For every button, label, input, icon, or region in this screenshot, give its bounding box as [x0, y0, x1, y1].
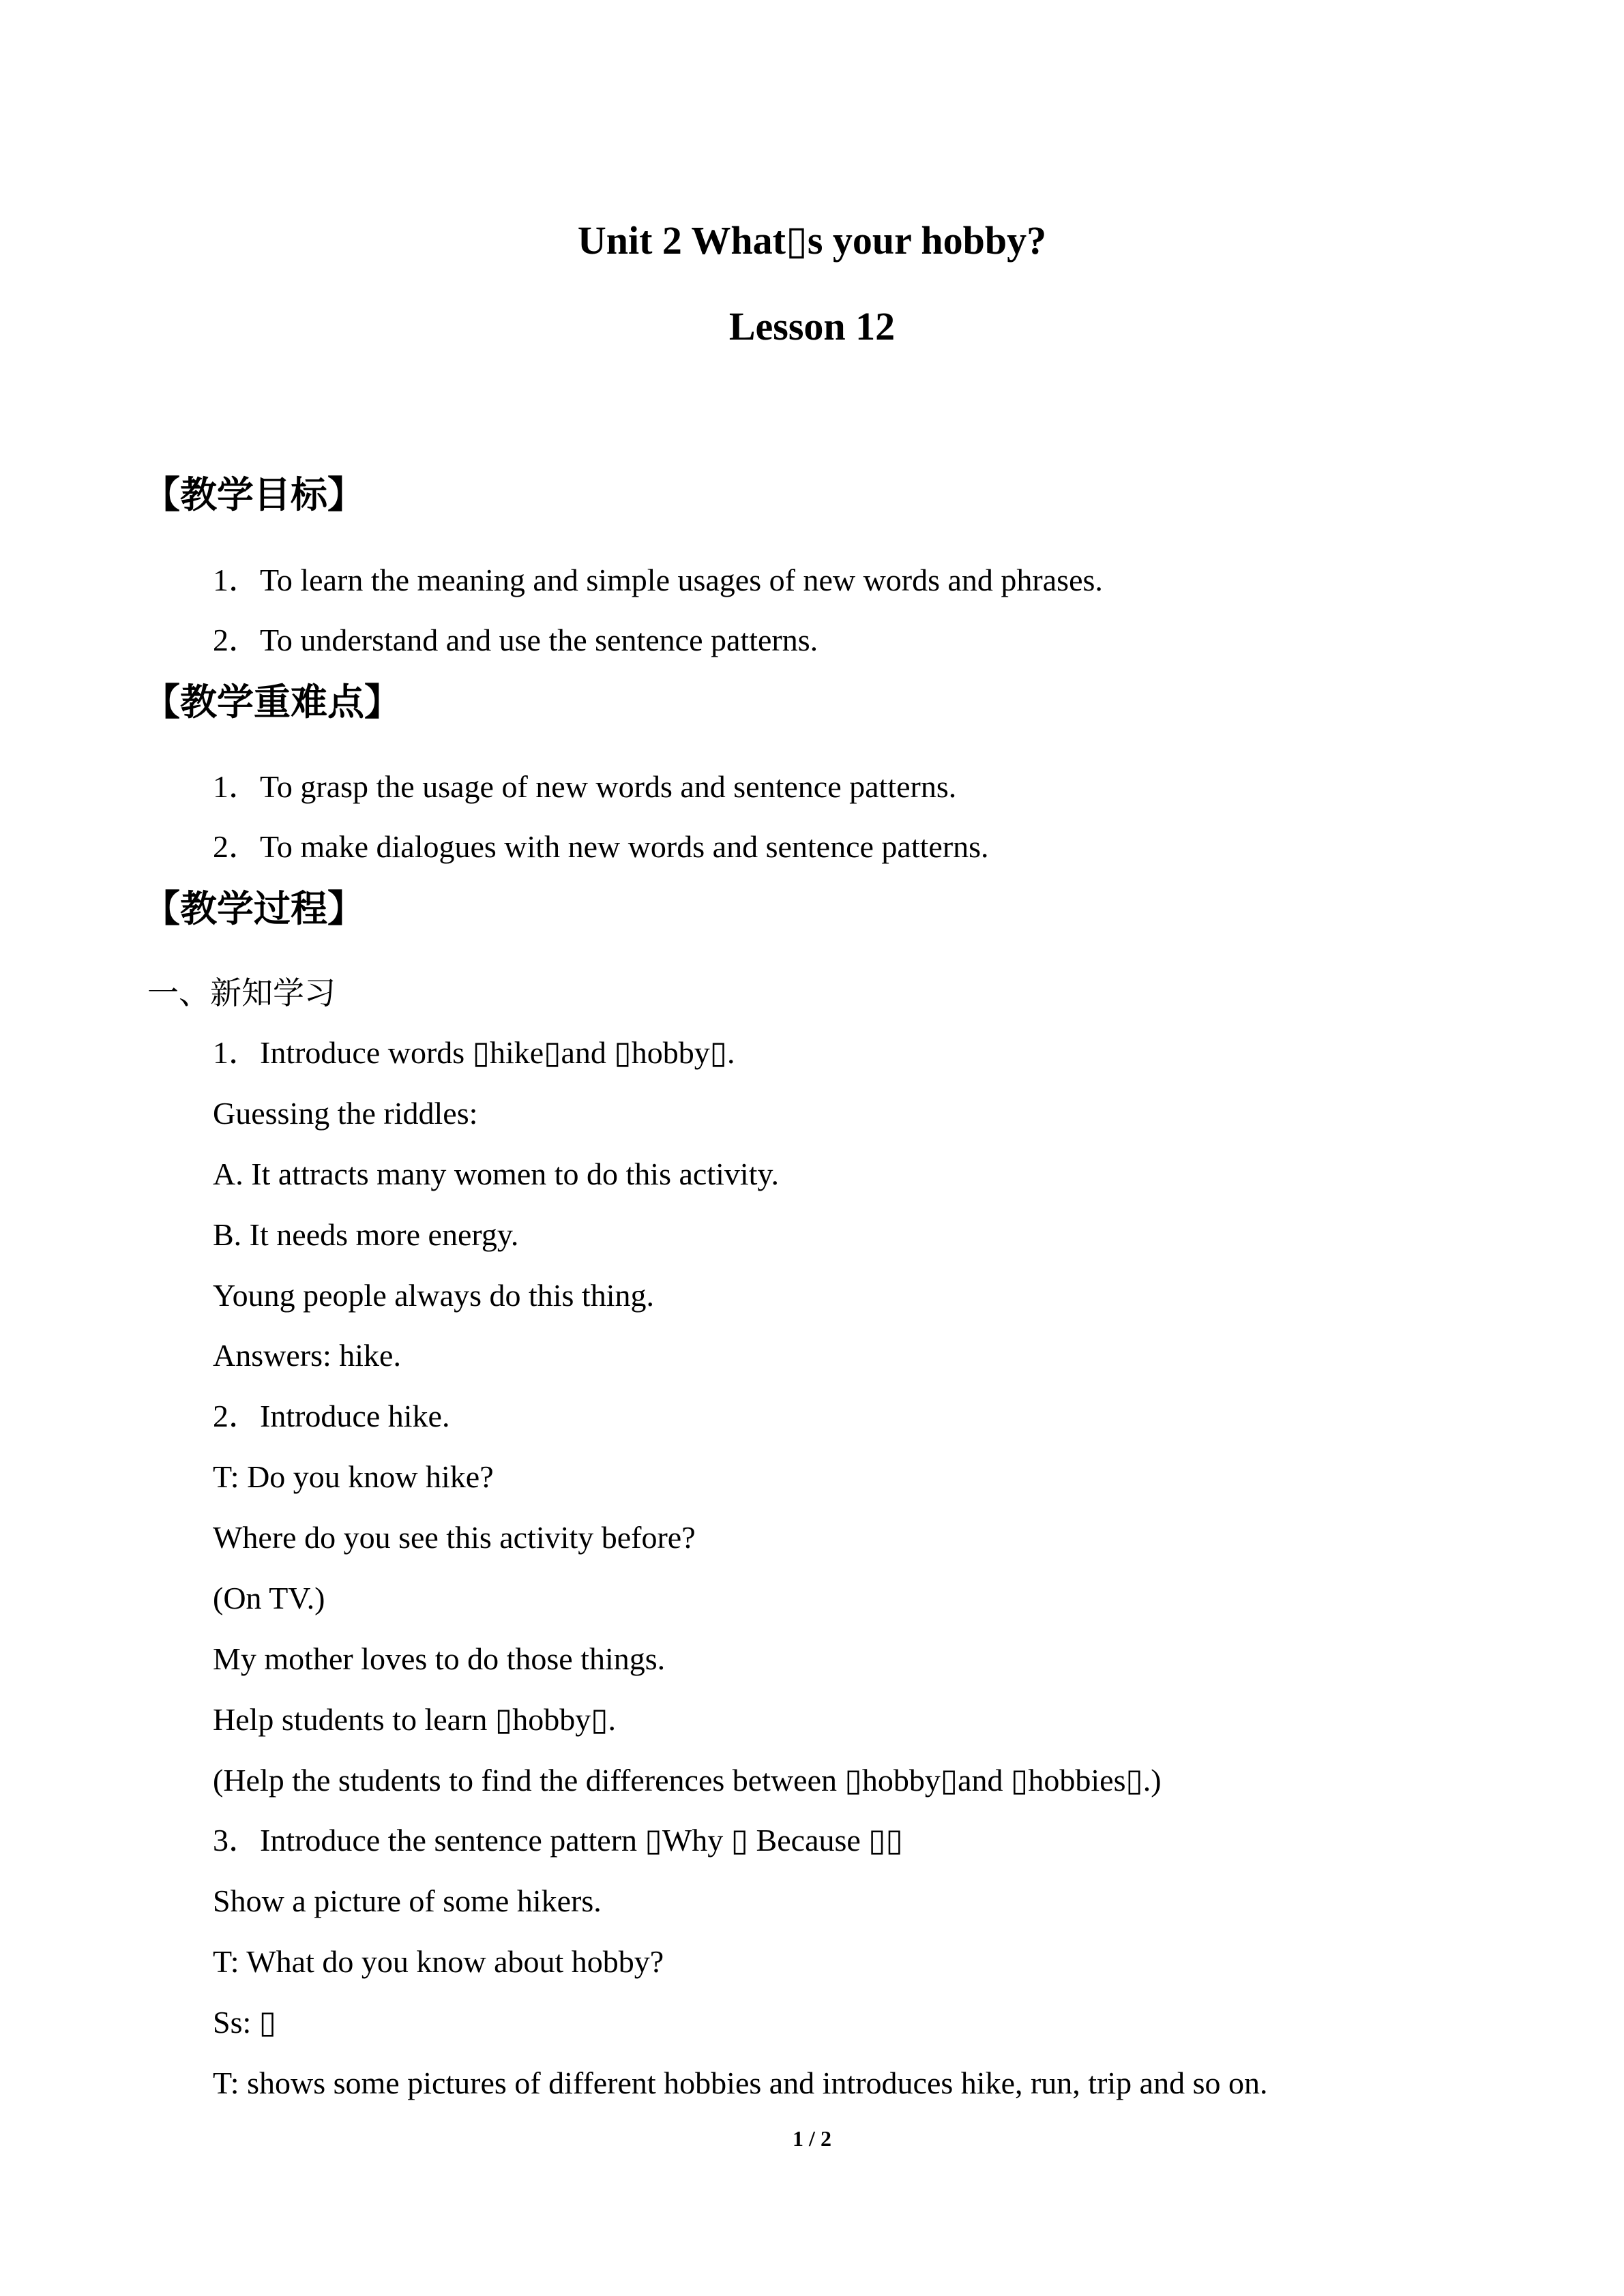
key-point-item: 1．To grasp the usage of new words and sentence patterns.	[213, 769, 957, 804]
process-line: (On TV.)	[213, 1581, 325, 1615]
key-point-item: 2．To make dialogues with new words and sentence patterns.	[213, 829, 989, 864]
process-line: T: Do you know hike?	[213, 1459, 494, 1494]
process-line: B. It needs more energy.	[213, 1217, 519, 1252]
process-line: T: shows some pictures of different hobbies and introduces hike, run, trip and so on.	[213, 2066, 1268, 2100]
process-line: 3．Introduce the sentence pattern ▯Why ▯ Because ▯▯	[213, 1823, 903, 1858]
section-heading-key-points: 【教学重难点】	[143, 681, 401, 724]
process-line: (Help the students to find the differences between ▯hobby▯and ▯hobbies▯.)	[213, 1763, 1162, 1798]
process-line: A. It attracts many women to do this activity.	[213, 1157, 779, 1191]
process-line: Answers: hike.	[213, 1338, 401, 1373]
process-line: Help students to learn ▯hobby▯.	[213, 1702, 617, 1737]
objective-item: 2．To understand and use the sentence patterns.	[213, 623, 818, 657]
process-line: Guessing the riddles:	[213, 1096, 478, 1131]
page-number: 1 / 2	[793, 2126, 831, 2151]
process-line: My mother loves to do those things.	[213, 1641, 666, 1676]
process-line: Ss: ▯	[213, 2005, 277, 2040]
section-heading-objectives: 【教学目标】	[143, 473, 364, 516]
process-line: 2．Introduce hike.	[213, 1399, 450, 1433]
objective-item: 1．To learn the meaning and simple usages of new words and phrases.	[213, 563, 1103, 597]
process-line: Show a picture of some hikers.	[213, 1883, 602, 1918]
process-line: Young people always do this thing.	[213, 1278, 654, 1313]
lesson-subtitle: Lesson 12	[728, 304, 896, 348]
document-title: Unit 2 What▯s your hobby?	[577, 218, 1047, 263]
section-heading-process: 【教学过程】	[143, 887, 364, 930]
subsection-label: 一、新知学习	[147, 974, 336, 1011]
process-line: 1．Introduce words ▯hike▯and ▯hobby▯.	[213, 1035, 735, 1070]
process-line: Where do you see this activity before?	[213, 1520, 696, 1555]
process-line: T: What do you know about hobby?	[213, 1944, 664, 1979]
